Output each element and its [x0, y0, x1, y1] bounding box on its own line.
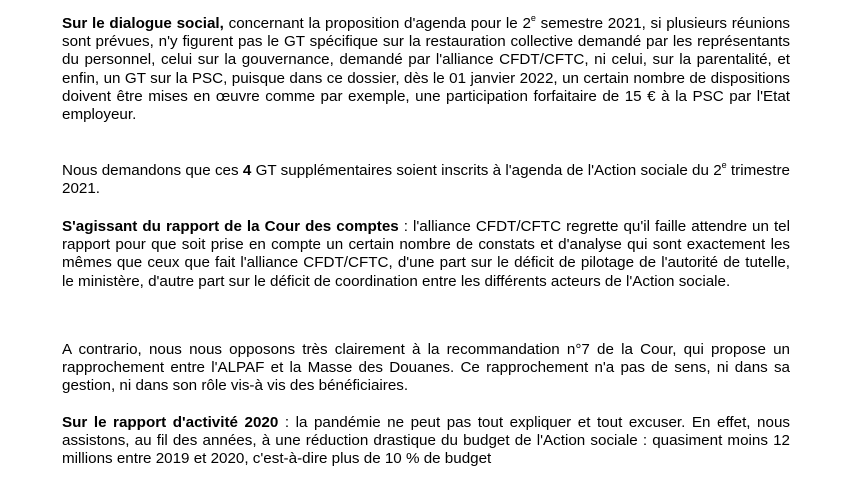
paragraph-text: GT supplémentaires soient inscrits à l'agenda de l'Action sociale du 2 [251, 162, 722, 179]
paragraph-text: semestre 2021, si plusieurs réunions sont prévues, n'y figurent pas le GT spécifique sur la restauration collective demandé par les représentants du personnel, celui sur la gouvernance, demandé par l'alliance CFDT/CFTC, ni celui, sur la parentalité, et enfin, un GT sur la PSC, puisque dans ce dossier, dès le 01 janvier 2022, un certain nombre de dispositions doivent être mises en œuvre comme par exemple, une participation forfaitaire de 15 € à la PSC par l'Etat employeur. [62, 15, 790, 124]
heading-dialogue-social: Sur le dialogue social, [62, 15, 224, 32]
paragraph-text: : la pandémie ne peut pas tout expliquer et tout excuser. En effet, nous assistons, au fil des années, à une réduction drastique du budget de l'Action sociale : quasiment moins 12 millions entre 2019 et 2020, c'est-à-dire plus de 10 % de budget [62, 414, 790, 468]
paragraph-text: concernant la proposition d'agenda pour le 2 [223, 15, 531, 32]
superscript: e [530, 12, 536, 23]
paragraph-a-contrario [62, 341, 790, 396]
heading-cour-des-comptes: S'agissant du rapport de la Cour des comptes [62, 218, 399, 235]
paragraph-dialogue-social [62, 12, 790, 124]
paragraph-cour-des-comptes [62, 218, 790, 291]
paragraph-text: A contrario, nous nous opposons très clairement à la recommandation n°7 de la Cour, qui propose un rapprochement entre l'ALPAF et la Masse des Douanes. Ce rapprochement n'a pas de sens, ni dans sa gestion, ni dans son rôle vis-à vis des bénéficiaires. [62, 341, 790, 395]
heading-rapport-activite: Sur le rapport d'activité 2020 [62, 414, 279, 431]
paragraph-text: : l'alliance CFDT/CFTC regrette qu'il faille attendre un tel rapport pour que soit prise en compte un certain nombre de constats et d'analyse qui sont exactement les mêmes que ceux que fait l'alliance CFDT/CFTC, d'une part sur le déficit de pilotage de l'autorité de tutelle, le ministère, d'autre part sur le déficit de coordination entre les différents acteurs de l'Action sociale. [62, 218, 791, 290]
superscript: e [721, 159, 727, 170]
paragraph-demande-gt [62, 159, 790, 198]
paragraph-rapport-activite [62, 414, 790, 469]
paragraph-text: trimestre 2021. [62, 162, 790, 198]
paragraph-text: Nous demandons que ces [62, 162, 243, 179]
bold-number: 4 [242, 162, 252, 179]
